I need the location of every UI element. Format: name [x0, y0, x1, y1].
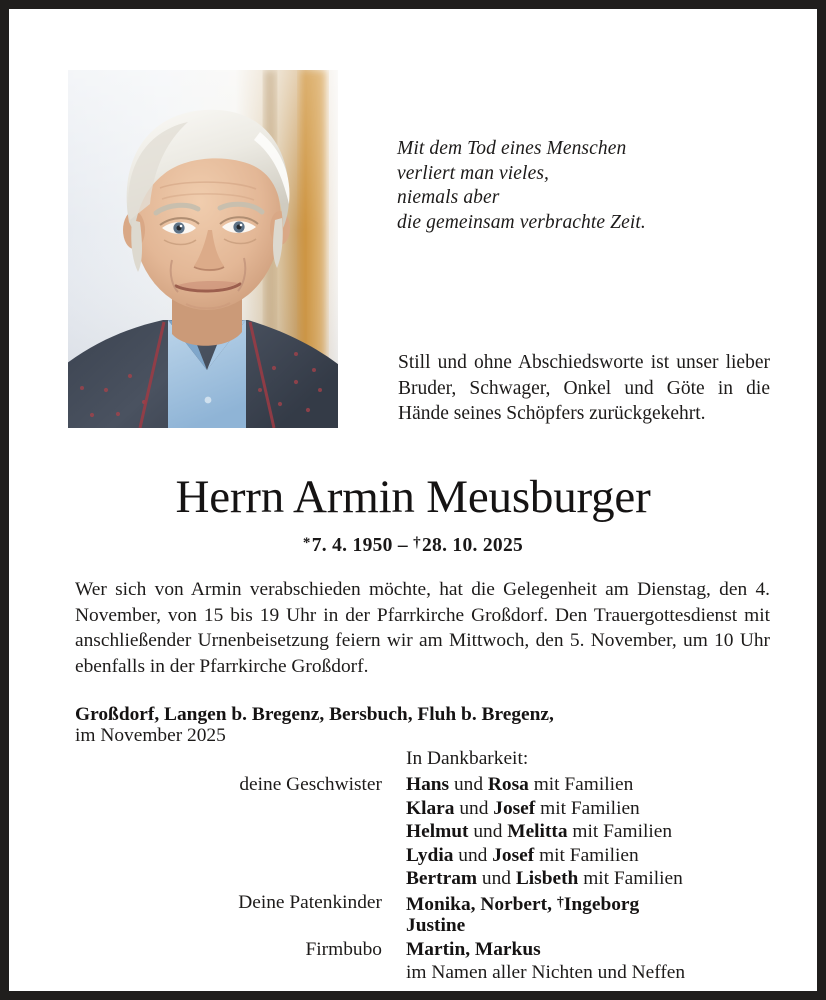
family-name-part: und [468, 821, 508, 842]
quote-line-1: Mit dem Tod eines Menschen [397, 138, 627, 159]
notice-inner [9, 9, 817, 991]
family-name-part: mit Familien [567, 821, 673, 842]
date-separator: – [397, 535, 408, 556]
family-row-names [406, 844, 639, 868]
family-row [9, 891, 817, 915]
quote-line-3: niemals aber [397, 187, 500, 208]
family-name-part: Rosa [487, 774, 529, 795]
family-row-names [406, 938, 541, 962]
family-row [9, 820, 817, 844]
family-row-names [406, 773, 633, 797]
portrait-photo [68, 70, 338, 428]
family-row-names [406, 914, 465, 938]
family-name-part: Justine [406, 915, 466, 936]
family-name-part: Lisbeth [515, 868, 579, 889]
family-name-part: Helmut [406, 821, 469, 842]
memorial-quote [397, 137, 797, 235]
month-year-line: im November 2025 [75, 725, 226, 746]
died-date: 28. 10. 2025 [421, 535, 524, 556]
life-dates [9, 530, 817, 559]
family-row-names [406, 797, 640, 821]
family-name-part: und [453, 844, 493, 866]
family-row [9, 867, 817, 891]
family-rows [9, 773, 817, 985]
family-name-part: im Namen aller Nichten und Neffen [406, 962, 686, 983]
family-row [9, 844, 817, 868]
born-symbol: * [302, 535, 311, 551]
family-name-part: und [454, 797, 494, 819]
died-symbol: † [413, 535, 421, 551]
family-name-part: Hans [406, 774, 450, 795]
family-name-part: Melitta [507, 821, 568, 842]
portrait-photo-image [68, 70, 338, 428]
deceased-dagger-icon: † [556, 894, 564, 910]
family-name-part: Klara [406, 797, 455, 819]
family-name-part: Josef [493, 797, 536, 819]
family-name-part: Martin, Markus [406, 938, 541, 960]
family-row-names [406, 891, 639, 917]
family-name-part: mit Familien [578, 868, 683, 889]
family-row [9, 961, 817, 985]
family-name-part: mit Familien [535, 797, 640, 819]
family-name-part: Josef [492, 844, 535, 866]
intro-paragraph: Still und ohne Abschiedsworte ist unser lieber Bruder, Schwager, Onkel und Göte in die Hände seines Schöpfers zurückgekehrt. [398, 352, 770, 424]
thanks-heading: In Dankbarkeit: [406, 748, 529, 769]
family-row [9, 914, 817, 938]
family-name-part: Monika, Norbert, [406, 893, 557, 915]
family-row-label: Firmbubo [305, 938, 382, 960]
family-row-names [406, 867, 683, 891]
family-name-part: mit Familien [534, 844, 639, 866]
family-name-part: Ingeborg [563, 893, 640, 915]
family-row-names [406, 820, 672, 844]
family-name-part: Lydia [406, 844, 454, 866]
family-name-part: und [477, 868, 516, 889]
family-row-names [406, 961, 685, 985]
quote-line-2: verliert man vieles, [397, 162, 549, 184]
top-area [9, 9, 817, 439]
born-date: 7. 4. 1950 [311, 535, 393, 556]
quote-line-4: die gemeinsam verbrachte Zeit. [397, 211, 646, 233]
funeral-details-paragraph: Wer sich von Armin verabschieden möchte, hat die Gelegenheit am Dienstag, den 4. November, von 15 bis 19 Uhr in der Pfarrkirche Großdorf. Den Trauergottesdienst mit anschließender Urnenbeisetzung feiern wir am Mittwoch, den 5. November, um 10 Uhr ebenfalls in der Pfarrkirche Großdorf. [75, 579, 770, 677]
family-row [9, 938, 817, 962]
family-name-part: Bertram [406, 868, 478, 889]
family-name-part: und [449, 774, 488, 795]
deceased-name: Herrn Armin Meusburger [175, 471, 651, 523]
family-name-part: mit Familien [528, 774, 634, 795]
family-row-label: Deine Patenkinder [238, 891, 382, 913]
family-row-label: deine Geschwister [239, 774, 382, 795]
family-row [9, 797, 817, 821]
places-line: Großdorf, Langen b. Bregenz, Bersbuch, Fluh b. Bregenz, [75, 704, 554, 725]
family-row [9, 773, 817, 797]
